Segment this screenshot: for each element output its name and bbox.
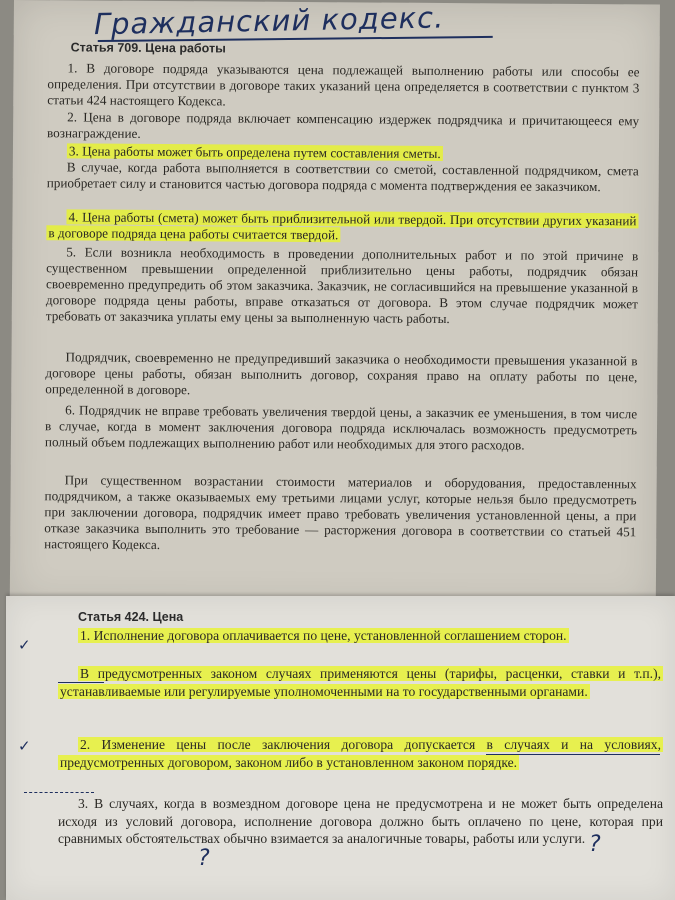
article-424-p3: 3. В случаях, когда в возмездном договоре цена не предусмотрена и не может быть определена исходя из условий договора, исполнение договора должно быть оплачено по цене, которая при сравнимых обстоятельствах обычно взимается за аналогичные товары, работы или услуги. [58,796,663,847]
highlight-424-p1: 1. Исполнение договора оплачивается по цене, установленной соглашением сторон. [80,628,567,643]
highlight-p3: 3. Цена работы может быть определена путем составления сметы. [68,143,441,161]
article-424-clipping [6,596,675,900]
article-709-p2: 2. Цена в договоре подряда включает компенсацию издержек подрядчика и причитающееся ему вознаграждение. [47,109,640,141]
check-mark-1: ✓ [18,636,31,654]
question-mark-2: ? [589,832,601,857]
check-mark-2: ✓ [18,737,31,755]
article-709-p5: 5. Если возникла необходимость в проведении дополнительных работ и по этой причине в существенном превышении определенной приблизительно цены работы, подрядчик обязан своевременно предупредить об этом заказчика. Заказчик, не согласившийся на превышение указанной в договоре подряда цены работы, вправе отказаться от договора. В этом случае подрядчик может требовать от заказчика уплаты ему цены за выполненную часть работы. [45,244,639,327]
article-709-p6b: При существенном возрастании стоимости материалов и оборудования, предоставленных подрядчиком, а также оказываемых ему третьими лицами услуг, которые нельзя было предусмотреть при заключении договора, подрядчик имеет право требовать увеличения установленной цены, а при отказе заказчика выполнить это требование — расторжения договора в соответствии со статьей 451 настоящего Кодекса. [44,472,637,553]
handwritten-title: Гражданский кодекс. [93,0,445,42]
article-709-p5b: Подрядчик, своевременно не предупредивший заказчика о необходимости превышения указанной в договоре цены работы, обязан выполнить договор, сохраняя право на оплату работы по цене, определенной в договоре. [45,349,638,398]
highlight-p4: 4. Цена работы (смета) может быть приблизительной или твердой. При отсутствии других указаний в договоре подряда цена работы считается твердой. [48,209,637,243]
article-709-p4 [46,209,638,245]
article-424-p1b [58,665,663,700]
pen-dash-line [24,792,94,793]
article-709-page [10,0,660,609]
article-709-heading: Статья 709. Цена работы [70,40,226,56]
article-709-p6: 6. Подрядчик не вправе требовать увеличения твердой цены, а заказчик ее уменьшения, в том числе в случае, когда в момент заключения договора подряда исключалась возможность предусмотреть полный объем подлежащих выполнению работ или необходимых для этого расходов. [44,402,638,453]
article-424-p1 [58,627,663,645]
article-424-heading: Статья 424. Цена [78,610,184,624]
highlight-424-p2: 2. Изменение цены после заключения договора допускается в случаях и на условиях, предусмотренных договором, законом либо в установленном законом порядке. [60,737,661,770]
article-709-p1: 1. В договоре подряда указываются цена подлежащей выполнению работы или способы ее определения. При отсутствии в договоре таких указаний цена определяется в соответствии с пунктом 3 статьи 424 настоящего Кодекса. [47,60,640,109]
question-mark-1: ? [198,846,210,871]
pen-underline-2 [486,754,660,755]
pen-underline-1 [58,682,104,683]
highlight-424-p1b: В предусмотренных законом случаях применяются цены (тарифы, расценки, ставки и т.п.), устанавливаемые или регулируемые уполномоченными на то государственными органами. [60,666,661,699]
article-709-p3b: В случае, когда работа выполняется в соответствии со сметой, составленной подрядчиком, смета приобретает силу и становится частью договора подряда с момента подтверждения ее заказчиком. [46,159,639,195]
